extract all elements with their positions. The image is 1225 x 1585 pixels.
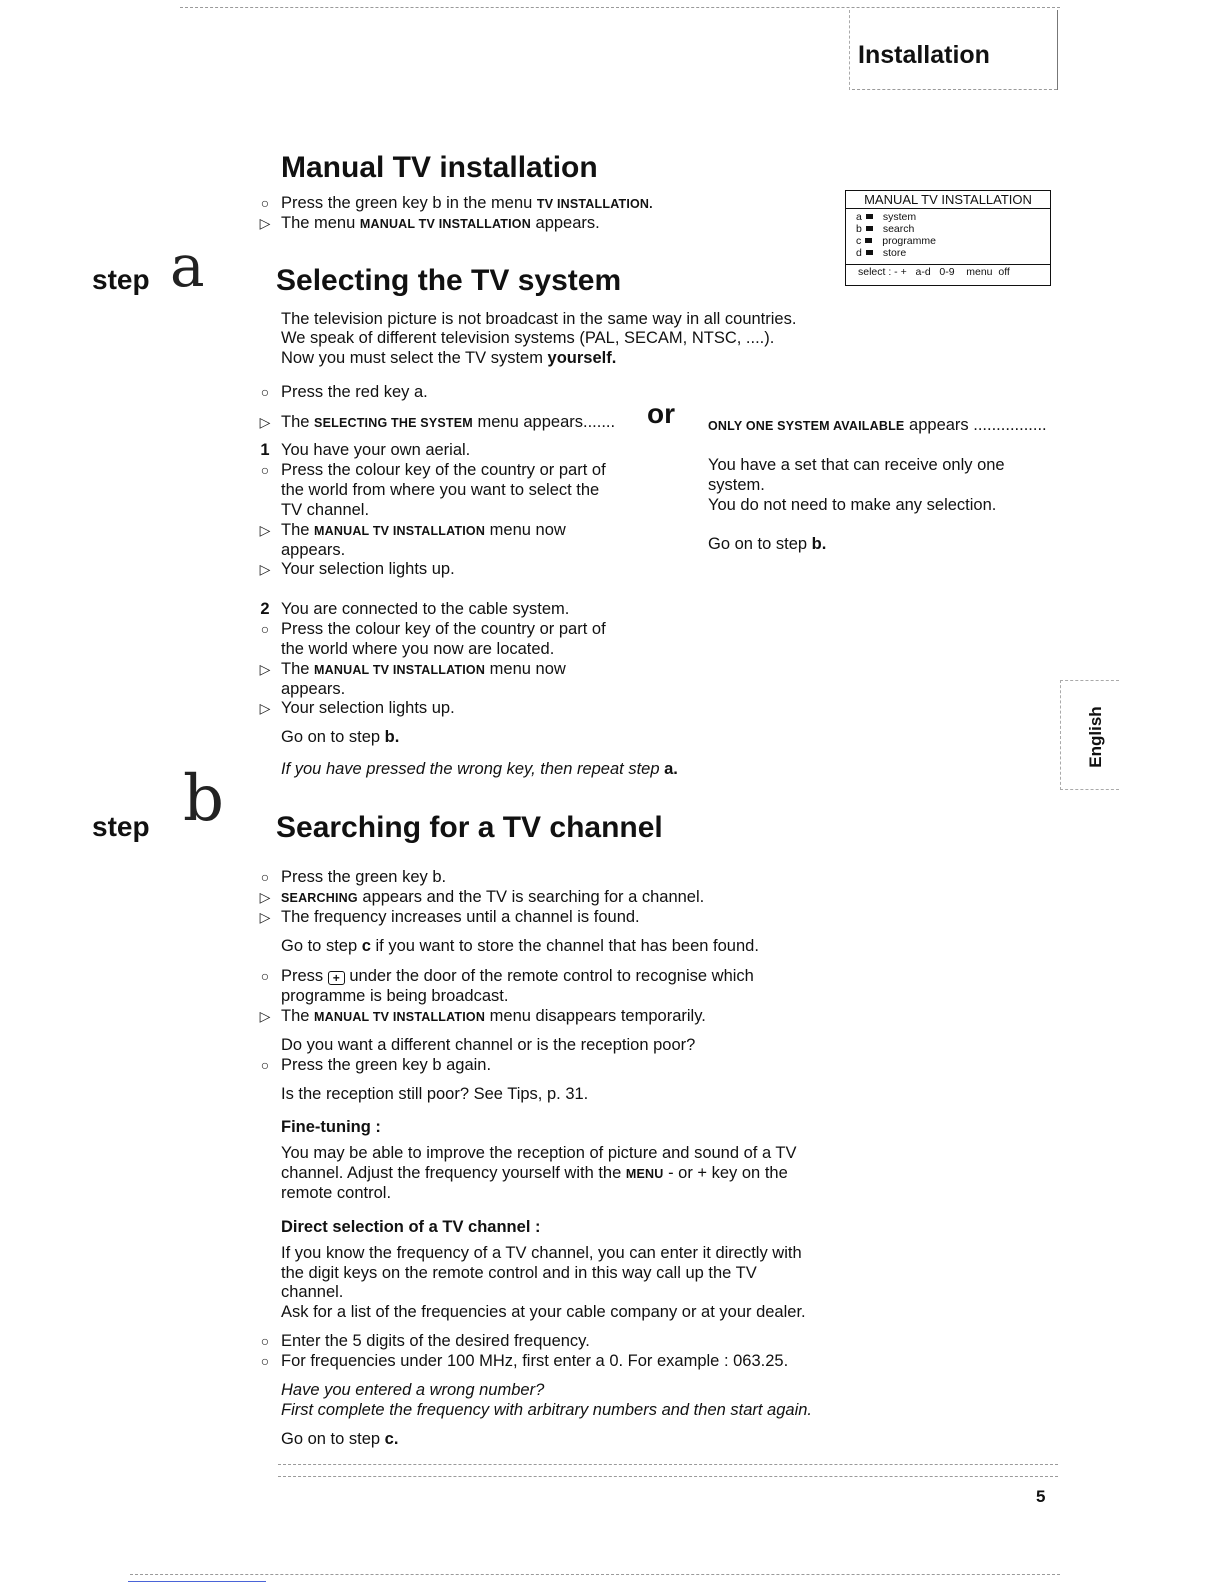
selecting-system-appears: The SELECTING THE SYSTEM menu appears....... <box>281 413 616 431</box>
footer-scan-line-1 <box>278 1464 1058 1465</box>
manual-menu-appears-1: The MANUAL TV INSTALLATION menu now <box>281 521 566 539</box>
enter-digits: Enter the 5 digits of the desired frequency. <box>281 1332 590 1350</box>
right-line-2: system. <box>708 476 765 494</box>
direct-selection-2: the digit keys on the remote control and in this way call up the TV <box>281 1264 757 1282</box>
page-number: 5 <box>1036 1487 1046 1506</box>
header-box-left-edge <box>849 10 850 90</box>
programme-broadcast: programme is being broadcast. <box>281 987 509 1005</box>
different-channel-question: Do you want a different channel or is the reception poor? <box>281 1036 696 1054</box>
circle-bullet-icon: ○ <box>260 621 270 637</box>
press-plus-line: Press + under the door of the remote control to recognise which <box>281 967 754 985</box>
colour-key-2-line-2: the world where you now are located. <box>281 640 555 658</box>
square-icon <box>866 214 873 219</box>
osd-footer: select : - + a-d 0-9 menu off <box>846 264 1050 280</box>
go-on-step-b: Go on to step b. <box>281 728 400 746</box>
step-a-letter: a <box>170 232 205 300</box>
reception-poor: Is the reception still poor? See Tips, p. 31. <box>281 1085 589 1103</box>
frequency-increases: The frequency increases until a channel is found. <box>281 908 640 926</box>
direct-selection-3: channel. <box>281 1283 344 1301</box>
triangle-bullet-icon: ▷ <box>259 414 271 430</box>
manual-menu-appears-2: The MANUAL TV INSTALLATION menu now <box>281 660 566 678</box>
own-aerial: You have your own aerial. <box>281 441 471 459</box>
complete-frequency-note: First complete the frequency with arbitrary numbers and then start again. <box>281 1401 813 1419</box>
step-a-intro-1: The television picture is not broadcast in the same way in all countries. <box>281 310 797 328</box>
triangle-bullet-icon: ▷ <box>259 215 271 231</box>
osd-row-store: d store <box>856 247 907 259</box>
right-line-3: You do not need to make any selection. <box>708 496 997 514</box>
manual-line-1: Press the green key b in the menu TV INSTALLATION. <box>281 194 653 212</box>
circle-bullet-icon: ○ <box>260 869 270 885</box>
or-divider: or <box>647 398 675 429</box>
fine-tuning-1: You may be able to improve the reception of picture and sound of a TV <box>281 1144 797 1162</box>
circle-bullet-icon: ○ <box>260 1333 270 1349</box>
triangle-bullet-icon: ▷ <box>259 1008 271 1024</box>
step-a-intro-3: Now you must select the TV system yourself. <box>281 349 617 367</box>
step-b-heading: Searching for a TV channel <box>276 811 663 844</box>
go-on-step-c: Go on to step c. <box>281 1430 399 1448</box>
osd-title: MANUAL TV INSTALLATION <box>846 191 1050 209</box>
number-2: 2 <box>260 600 270 618</box>
square-icon <box>865 238 872 243</box>
triangle-bullet-icon: ▷ <box>259 661 271 677</box>
square-icon <box>866 226 873 231</box>
colour-key-2-line-1: Press the colour key of the country or part of <box>281 620 606 638</box>
circle-bullet-icon: ○ <box>260 1057 270 1073</box>
go-to-step-c: Go to step c if you want to store the channel that has been found. <box>281 937 759 955</box>
colour-key-1-line-1: Press the colour key of the country or part of <box>281 461 606 479</box>
section-title: Installation <box>858 41 990 69</box>
manual-line-2: The menu MANUAL TV INSTALLATION appears. <box>281 214 600 232</box>
bottom-scan-line <box>130 1574 1060 1575</box>
footer-scan-line-2 <box>278 1476 1058 1477</box>
step-b-letter: b <box>183 762 224 836</box>
plus-key-icon: + <box>328 971 345 985</box>
wrong-number-question: Have you entered a wrong number? <box>281 1381 545 1399</box>
press-red-key: Press the red key a. <box>281 383 428 401</box>
step-a-label: step <box>92 264 150 295</box>
triangle-bullet-icon: ▷ <box>259 700 271 716</box>
wrong-key-note: If you have pressed the wrong key, then repeat step a. <box>281 760 678 778</box>
colour-key-1-line-3: TV channel. <box>281 501 370 519</box>
language-tab: English <box>1086 706 1105 768</box>
step-a-intro-2: We speak of different television systems (PAL, SECAM, NTSC, ....). <box>281 329 775 347</box>
circle-bullet-icon: ○ <box>260 1353 270 1369</box>
direct-selection-1: If you know the frequency of a TV channel, you can enter it directly with <box>281 1244 802 1262</box>
square-icon <box>866 250 873 255</box>
fine-tuning-2: channel. Adjust the frequency yourself with the MENU - or + key on the <box>281 1164 788 1182</box>
searching-appears: SEARCHING appears and the TV is searching for a channel. <box>281 888 705 906</box>
triangle-bullet-icon: ▷ <box>259 522 271 538</box>
osd-row-search: b search <box>856 223 915 235</box>
osd-menu-box <box>845 190 1051 286</box>
menu-disappears: The MANUAL TV INSTALLATION menu disappears temporarily. <box>281 1007 706 1025</box>
triangle-bullet-icon: ▷ <box>259 889 271 905</box>
selection-lights-1: Your selection lights up. <box>281 560 455 578</box>
step-b-label: step <box>92 811 150 842</box>
appears-1: appears. <box>281 541 346 559</box>
frequencies-under-100: For frequencies under 100 MHz, first enter a 0. For example : 063.25. <box>281 1352 789 1370</box>
fine-tuning-3: remote control. <box>281 1184 392 1202</box>
right-line-1: You have a set that can receive only one <box>708 456 1005 474</box>
triangle-bullet-icon: ▷ <box>259 561 271 577</box>
colour-key-1-line-2: the world from where you want to select the <box>281 481 600 499</box>
osd-row-programme: c programme <box>856 235 936 247</box>
circle-bullet-icon: ○ <box>260 384 270 400</box>
header-box-right-edge <box>1057 10 1058 90</box>
top-scan-line <box>180 7 1060 8</box>
bottom-blue-rule <box>128 1581 266 1582</box>
number-1: 1 <box>260 441 270 459</box>
circle-bullet-icon: ○ <box>260 968 270 984</box>
manual-installation-heading: Manual TV installation <box>281 151 598 184</box>
triangle-bullet-icon: ▷ <box>259 909 271 925</box>
cable-system: You are connected to the cable system. <box>281 600 570 618</box>
right-go-step-b: Go on to step b. <box>708 535 827 553</box>
direct-selection-4: Ask for a list of the frequencies at your cable company or at your dealer. <box>281 1303 806 1321</box>
osd-row-system: a system <box>856 211 917 223</box>
only-one-system: ONLY ONE SYSTEM AVAILABLE appears ................ <box>708 416 1047 434</box>
press-green-again: Press the green key b again. <box>281 1056 492 1074</box>
fine-tuning-heading: Fine-tuning : <box>281 1118 381 1136</box>
appears-2: appears. <box>281 680 346 698</box>
circle-bullet-icon: ○ <box>260 462 270 478</box>
selection-lights-2: Your selection lights up. <box>281 699 455 717</box>
header-box-bottom <box>852 89 1057 90</box>
direct-selection-heading: Direct selection of a TV channel : <box>281 1218 541 1236</box>
circle-bullet-icon: ○ <box>260 195 270 211</box>
step-a-heading: Selecting the TV system <box>276 264 622 297</box>
press-green-key: Press the green key b. <box>281 868 447 886</box>
